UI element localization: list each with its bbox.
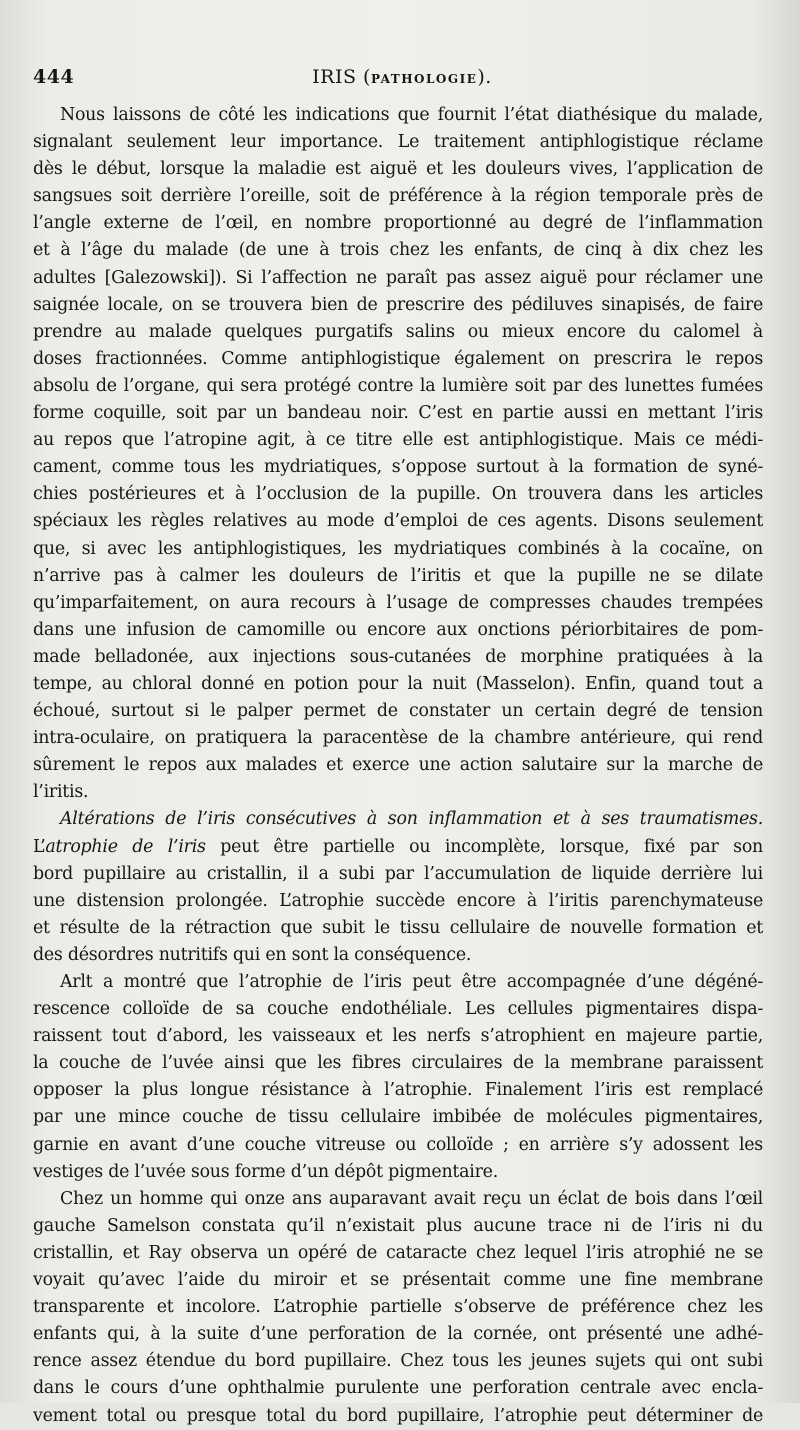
running-head-subtitle: PATHOLOGIE (370, 72, 478, 86)
text-line: l’angle externe de l’œil, en nombre proportionné au degré de l’inflammation (33, 213, 763, 234)
text-line: qu’imparfaitement, on aura recours à l’usage de compresses chaudes trempées (33, 592, 763, 613)
text-line (33, 806, 763, 833)
line-prefix: L’ (33, 836, 46, 857)
text-line: cament, comme tous les mydriatiques, s’oppose surtout à la formation de syné- (33, 457, 763, 478)
text-line: garnie en avant d’une couche vitreuse ou colloïde ; en arrière s’y adossent les (33, 1134, 763, 1155)
italic-term: atrophie de l’iris (45, 836, 206, 857)
text-line: rescence colloïde de sa couche endothéliale. Les cellules pigmentaires dispa- (33, 999, 763, 1020)
text-line: chies postérieures et à l’occlusion de la pupille. On trouvera dans les articles (33, 484, 763, 505)
text-line: absolu de l’organe, qui sera protégé contre la lumière soit par des lunettes fumées (33, 375, 763, 396)
text-line: vement total ou presque total du bord pupillaire, l’atrophie peut déterminer de (33, 1405, 763, 1426)
running-head-title: IRIS ( (312, 66, 371, 88)
section-heading: Altérations de l’iris consécutives à son inflammation et à ses traumatismes. (60, 809, 763, 830)
text-line: cristallin, et Ray observa un opéré de cataracte chez lequel l’iris atrophié ne se (33, 1242, 763, 1263)
running-head (33, 66, 771, 88)
text-line: saignée locale, on se trouvera bien de prescrire des pédiluves sinapisés, de faire (33, 294, 763, 315)
text-line: raissent tout d’abord, les vaisseaux et les nerfs s’atrophient en majeure partie, (33, 1026, 763, 1047)
text-line: échoué, surtout si le palper permet de constater un certain degré de tension (33, 701, 763, 722)
text-line: une distension prolongée. L’atrophie succède encore à l’iritis parenchymateuse (33, 890, 763, 911)
text-line: Arlt a montré que l’atrophie de l’iris peut être accompagnée d’une dégéné- (60, 972, 763, 992)
text-line: n’arrive pas à calmer les douleurs de l’iritis et que la pupille ne se dilate (33, 565, 763, 586)
text-line: transparente et incolore. L’atrophie partielle s’observe de préférence chez les (33, 1297, 763, 1318)
text-line: tempe, au chloral donné en potion pour la nuit (Masselon). Enfin, quand tout a (33, 673, 763, 694)
text-line: intra-oculaire, on pratiquera la paracentèse de la chambre antérieure, qui rend (33, 728, 763, 749)
text-line: signalant seulement leur importance. Le traitement antiphlogistique réclame (33, 132, 763, 153)
text-line: et résulte de la rétraction que subit le tissu cellulaire de nouvelle formation et (33, 917, 763, 938)
text-line: dans une infusion de camomille ou encore aux onctions périorbitaires de pom- (33, 619, 763, 640)
page-number: 444 (33, 66, 75, 88)
text-line: dès le début, lorsque la maladie est aiguë et les douleurs vives, l’application de (33, 159, 763, 180)
text-line: rence assez étendue du bord pupillaire. Chez tous les jeunes sujets qui ont subi (33, 1351, 763, 1372)
page-header (33, 66, 771, 90)
line-suffix: peut être partielle ou incomplète, lorsque, fixé par son (205, 836, 763, 857)
text-line: vestiges de l’uvée sous forme d’un dépôt pigmentaire. (33, 1161, 498, 1182)
text-line: et à l’âge du malade (de une à trois chez les enfants, de cinq à dix chez les (33, 240, 763, 261)
text-line: doses fractionnées. Comme antiphlogistique également on prescrira le repos (33, 348, 763, 369)
text-line: prendre au malade quelques purgatifs salins ou mieux encore du calomel à (33, 321, 763, 342)
text-line: la couche de l’uvée ainsi que les fibres circulaires de la membrane paraissent (33, 1053, 763, 1074)
text-line: adultes [Galezowski]). Si l’affection ne paraît pas assez aiguë pour réclamer une (33, 267, 763, 288)
text-line: au repos que l’atropine agit, à ce titre elle est antiphlogistique. Mais ce médi- (33, 430, 763, 451)
text-line: que, si avec les antiphlogistiques, les mydriatiques combinés à la cocaïne, on (33, 538, 763, 559)
text-line: sûrement le repos aux malades et exerce une action salutaire sur la marche de (33, 755, 763, 776)
text-line: forme coquille, soit par un bandeau noir. C’est en partie aussi en mettant l’iris (33, 403, 763, 424)
text-line: enfants qui, à la suite d’une perforation de la cornée, ont présenté une adhé- (33, 1324, 763, 1345)
text-line: Nous laissons de côté les indications que fournit l’état diathésique du malade, (60, 105, 763, 125)
body-text (33, 102, 763, 1430)
text-line: gauche Samelson constata qu’il n’existait plus aucune trace ni de l’iris ni du (33, 1215, 763, 1236)
text-line: bord pupillaire au cristallin, il a subi par l’accumulation de liquide derrière lui (33, 863, 763, 884)
text-line: dans le cours d’une ophthalmie purulente une perforation centrale avec encla- (33, 1378, 763, 1399)
text-line: made belladonée, aux injections sous-cutanées de morphine pratiquées à la (33, 646, 763, 667)
text-line: par une mince couche de tissu cellulaire imbibée de molécules pigmentaires, (33, 1107, 763, 1128)
text-line: sangsues soit derrière l’oreille, soit de préférence à la région temporale près de (33, 186, 763, 207)
text-line (33, 834, 763, 861)
text-line: voyait qu’avec l’aide du miroir et se présentait comme une fine membrane (33, 1270, 763, 1291)
text-line: l’iritis. (33, 782, 89, 803)
text-line: opposer la plus longue résistance à l’atrophie. Finalement l’iris est remplacé (33, 1080, 763, 1101)
text-line: spéciaux les règles relatives au mode d’emploi de ces agents. Disons seulement (33, 511, 763, 532)
text-line: Chez un homme qui onze ans auparavant avait reçu un éclat de bois dans l’œil (60, 1188, 763, 1209)
text-line: des désordres nutritifs qui en sont la conséquence. (33, 944, 472, 965)
running-head-close: ). (477, 66, 492, 88)
